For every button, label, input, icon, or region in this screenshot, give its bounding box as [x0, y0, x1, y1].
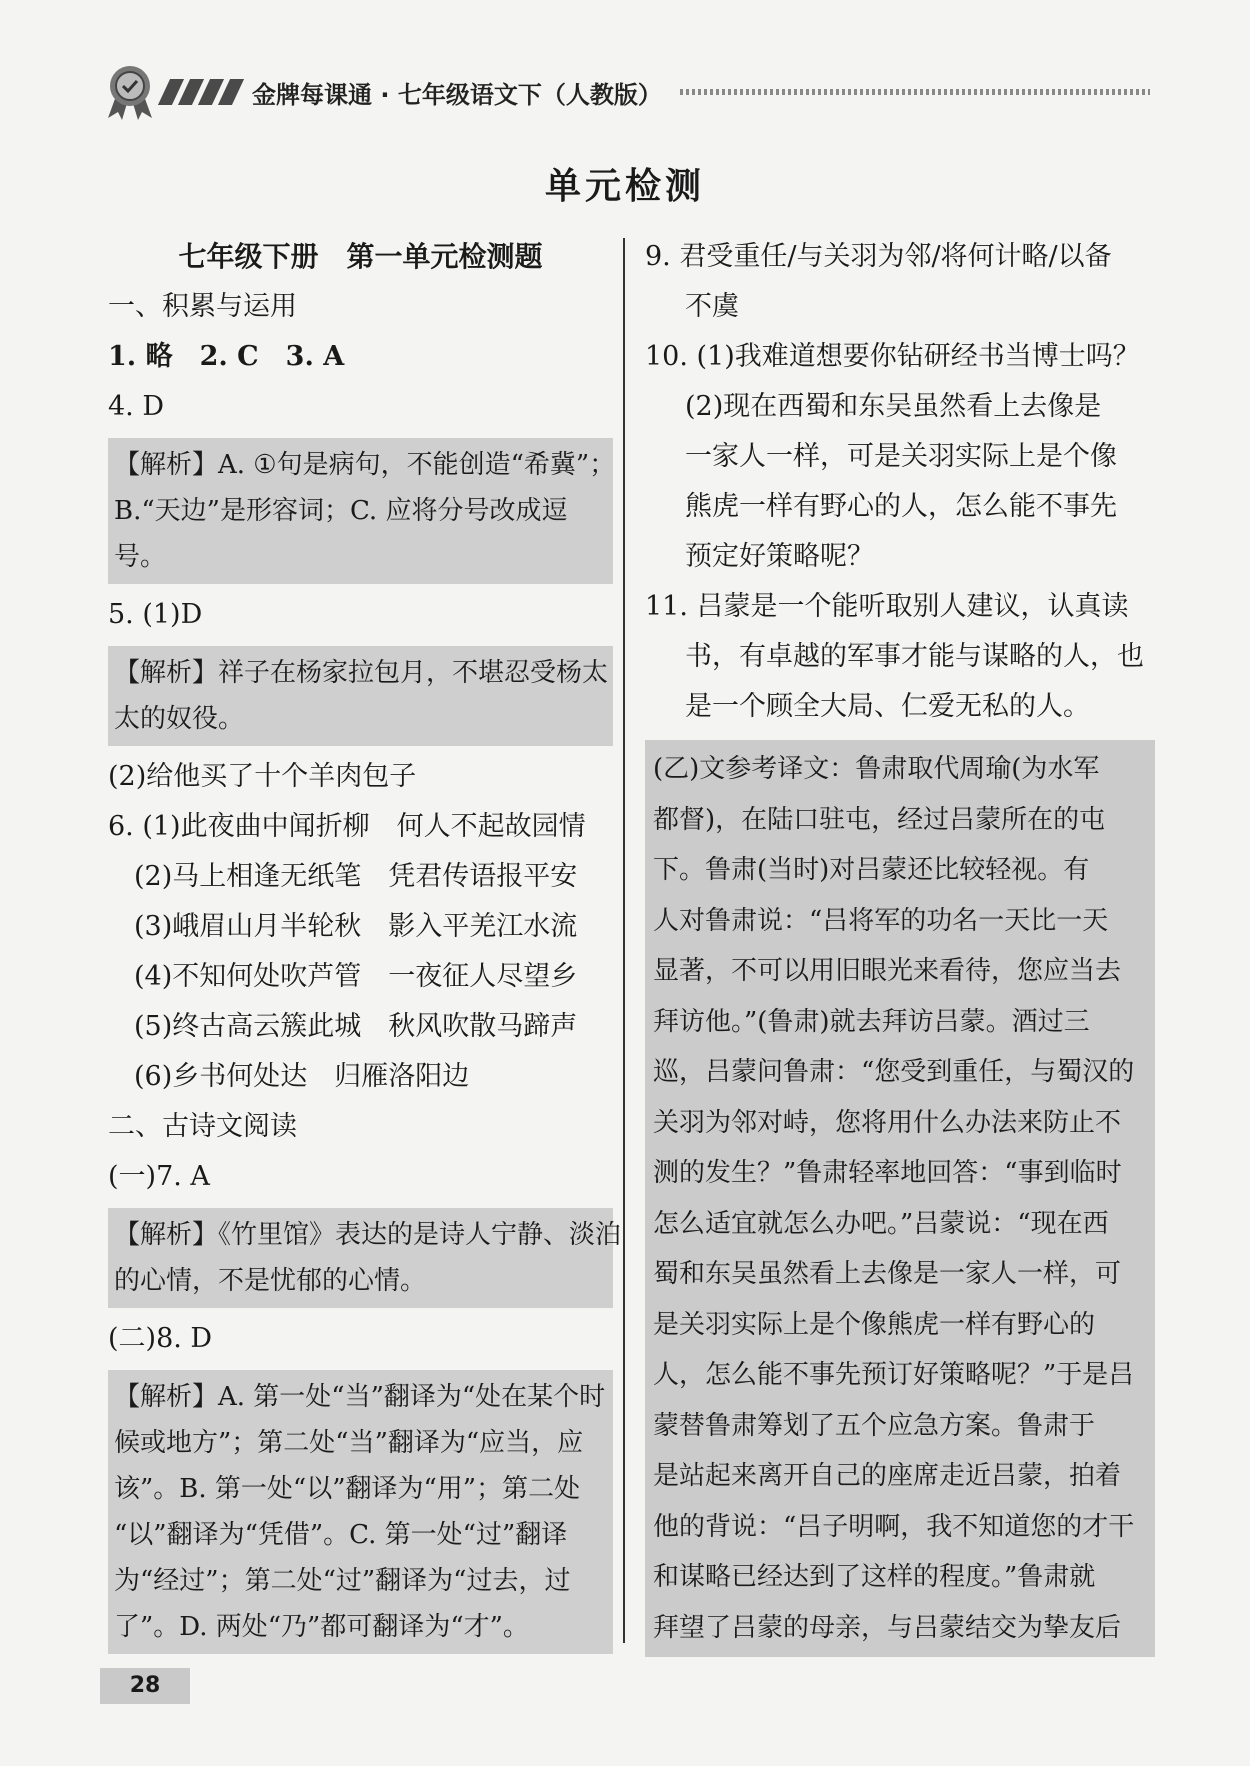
answer-line: (2)给他买了十个羊肉包子 — [108, 761, 417, 792]
translation-line: 怎么适宜就怎么办吧。”吕蒙说：“现在西 — [653, 1208, 1109, 1239]
test-subtitle: 七年级下册 第一单元检测题 — [178, 240, 543, 273]
analysis-line: “以”翻译为“凭借”。C. 第一处“过”翻译 — [114, 1520, 568, 1550]
right-column — [645, 232, 1155, 1657]
translation-line: 测的发生？”鲁肃轻率地回答：“事到临时 — [653, 1158, 1122, 1188]
translation-line: (乙)文参考译文：鲁肃取代周瑜(为水军 — [653, 754, 1100, 784]
translation-line: 是关羽实际上是个像熊虎一样有野心的 — [653, 1309, 1096, 1340]
analysis-line: 的心情，不是忧郁的心情。 — [114, 1266, 427, 1296]
translation-line: 人，怎么能不事先预订好策略呢？”于是吕 — [653, 1360, 1135, 1390]
translation-line: 显著，不可以用旧眼光来看待，您应当去 — [653, 956, 1122, 986]
analysis-line: 该”。B. 第一处“以”翻译为“用”；第二处 — [114, 1474, 581, 1504]
analysis-line: 号。 — [114, 542, 167, 572]
answer-line: 11. 吕蒙是一个能听取别人建议，认真读 — [645, 591, 1129, 622]
poem-line: (3)峨眉山月半轮秋 影入平羌江水流 — [134, 911, 578, 942]
translation-line: 关羽为邻对峙，您将用什么办法来防止不 — [653, 1107, 1122, 1138]
translation-line: 蒙替鲁肃筹划了五个应急方案。鲁肃于 — [653, 1410, 1096, 1441]
left-column — [108, 232, 622, 1660]
translation-line: 和谋略已经达到了这样的程度。”鲁肃就 — [653, 1562, 1096, 1592]
translation-line: 人对鲁肃说：“吕将军的功名一天比一天 — [653, 905, 1109, 936]
translation-line: 下。鲁肃(当时)对吕蒙还比较轻视。有 — [653, 855, 1090, 885]
translation-line: 他的背说：“吕子明啊，我不知道您的才干 — [653, 1511, 1135, 1542]
part-heading: 一、积累与运用 — [108, 291, 297, 322]
analysis-line: 了”。D. 两处“乃”都可翻译为“才”。 — [114, 1612, 529, 1642]
answer-line: 5. (1)D — [108, 599, 203, 630]
analysis-line: 【解析】A. 第一处“当”翻译为“处在某个时 — [114, 1382, 606, 1412]
answer-line: 9. 君受重任/与关羽为邻/将何计略/以备 — [645, 241, 1112, 272]
answer-line: (二)8. D — [108, 1323, 213, 1354]
poem-line: (4)不知何处吹芦管 一夜征人尽望乡 — [134, 961, 578, 992]
poem-line: 6. (1)此夜曲中闻折柳 何人不起故园情 — [108, 811, 586, 842]
answer-line: 预定好策略呢？ — [685, 541, 874, 572]
poem-line: (6)乡书何处达 归雁洛阳边 — [134, 1061, 470, 1092]
analysis-line: 【解析】《竹里馆》表达的是诗人宁静、淡泊 — [114, 1220, 622, 1250]
answer-line: (2)现在西蜀和东吴虽然看上去像是 — [685, 391, 1102, 422]
medal-icon — [100, 62, 160, 122]
analysis-box — [108, 646, 613, 746]
answer-line: 熊虎一样有野心的人，怎么能不事先 — [685, 491, 1117, 522]
translation-line: 巡，吕蒙问鲁肃：“您受到重任，与蜀汉的 — [653, 1057, 1135, 1087]
answer-line: 4. D — [108, 391, 164, 422]
poem-line: (5)终古高云簇此城 秋风吹散马蹄声 — [134, 1011, 578, 1042]
answer-line: 一家人一样，可是关羽实际上是个像 — [685, 441, 1117, 472]
translation-line: 都督)，在陆口驻屯，经过吕蒙所在的屯 — [653, 804, 1106, 835]
poem-line: (2)马上相逢无纸笔 凭君传语报平安 — [134, 861, 578, 892]
answer-line: 1. 略 2. C 3. A — [108, 341, 345, 372]
analysis-line: 【解析】A. ①句是病句，不能创造“希冀”； — [114, 450, 616, 480]
header-rule — [680, 89, 1150, 95]
page-number: 28 — [100, 1668, 190, 1704]
answer-line: 10. (1)我难道想要你钻研经书当博士吗？ — [645, 341, 1140, 372]
answer-line: (一)7. A — [108, 1161, 210, 1192]
answer-line: 不虞 — [685, 291, 739, 322]
translation-line: 蜀和东吴虽然看上去像是一家人一样，可 — [653, 1259, 1122, 1289]
translation-line: 拜访他。”(鲁肃)就去拜访吕蒙。酒过三 — [653, 1006, 1090, 1037]
analysis-box — [108, 438, 616, 584]
analysis-box — [108, 1208, 622, 1308]
translation-box — [645, 740, 1155, 1657]
analysis-line: 【解析】祥子在杨家拉包月，不堪忍受杨太 — [114, 658, 609, 688]
header-stripes — [164, 79, 238, 105]
analysis-line: B.“天边”是形容词；C. 应将分号改成逗 — [114, 496, 568, 526]
analysis-line: 太的奴役。 — [114, 704, 245, 734]
part-heading: 二、古诗文阅读 — [108, 1111, 297, 1142]
header-title: 金牌每课通 · 七年级语文下（人教版） — [252, 80, 662, 109]
analysis-line: 候或地方”；第二处“当”翻译为“应当，应 — [114, 1428, 584, 1458]
page-header — [100, 62, 1150, 122]
translation-line: 拜望了吕蒙的母亲，与吕蒙结交为挚友后 — [653, 1612, 1122, 1643]
answer-line: 书，有卓越的军事才能与谋略的人，也 — [685, 641, 1144, 672]
answer-line: 是一个顾全大局、仁爱无私的人。 — [685, 691, 1090, 722]
section-title: 单元检测 — [544, 165, 705, 207]
column-divider — [623, 238, 625, 1643]
analysis-line: 为“经过”；第二处“过”翻译为“过去，过 — [114, 1566, 571, 1596]
analysis-box — [108, 1370, 613, 1654]
translation-line: 是站起来离开自己的座席走近吕蒙，拍着 — [653, 1461, 1122, 1491]
